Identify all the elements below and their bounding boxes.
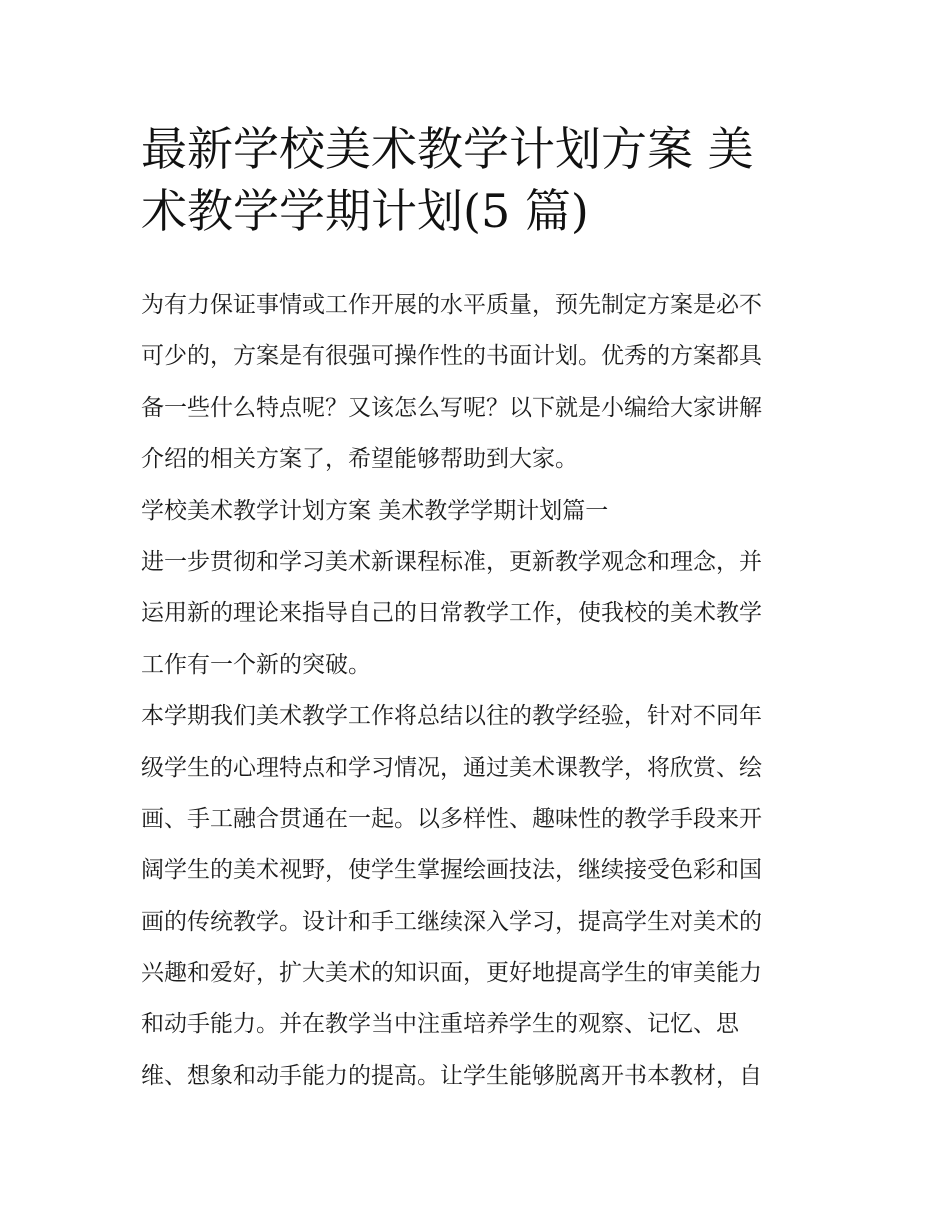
body-line: 维、想象和动手能力的提高。让学生能够脱离开书本教材，自 xyxy=(141,1062,762,1089)
body-line: 可少的，方案是有很强可操作性的书面计划。优秀的方案都具 xyxy=(141,343,762,370)
body-line: 兴趣和爱好，扩大美术的知识面，更好地提高学生的审美能力 xyxy=(141,960,762,987)
body-line: 本学期我们美术教学工作将总结以往的教学经验，针对不同年 xyxy=(141,703,762,730)
body-line: 阔学生的美术视野，使学生掌握绘画技法，继续接受色彩和国 xyxy=(141,857,762,884)
body-line: 和动手能力。并在教学当中注重培养学生的观察、记忆、思 xyxy=(141,1011,739,1038)
body-line: 介绍的相关方案了，希望能够帮助到大家。 xyxy=(141,446,578,473)
body-line: 进一步贯彻和学习美术新课程标准，更新教学观念和理念，并 xyxy=(141,548,762,575)
body-line: 备一些什么特点呢？又该怎么写呢？以下就是小编给大家讲解 xyxy=(141,394,762,421)
body-line: 画的传统教学。设计和手工继续深入学习，提高学生对美术的 xyxy=(141,908,762,935)
title-line: 术教学学期计划(5 篇) xyxy=(141,184,589,238)
section-heading: 学校美术教学计划方案 美术教学学期计划篇一 xyxy=(141,497,609,524)
body-line: 级学生的心理特点和学习情况，通过美术课教学，将欣赏、绘 xyxy=(141,754,762,781)
body-line: 为有力保证事情或工作开展的水平质量，预先制定方案是必不 xyxy=(141,292,762,318)
document-body xyxy=(141,280,813,1102)
title-line: 最新学校美术教学计划方案 美 xyxy=(141,122,754,176)
body-line: 工作有一个新的突破。 xyxy=(141,651,371,678)
document-title xyxy=(141,118,821,242)
body-line: 运用新的理论来指导自己的日常教学工作，使我校的美术教学 xyxy=(141,600,762,627)
body-line: 画、手工融合贯通在一起。以多样性、趣味性的教学手段来开 xyxy=(141,805,762,832)
